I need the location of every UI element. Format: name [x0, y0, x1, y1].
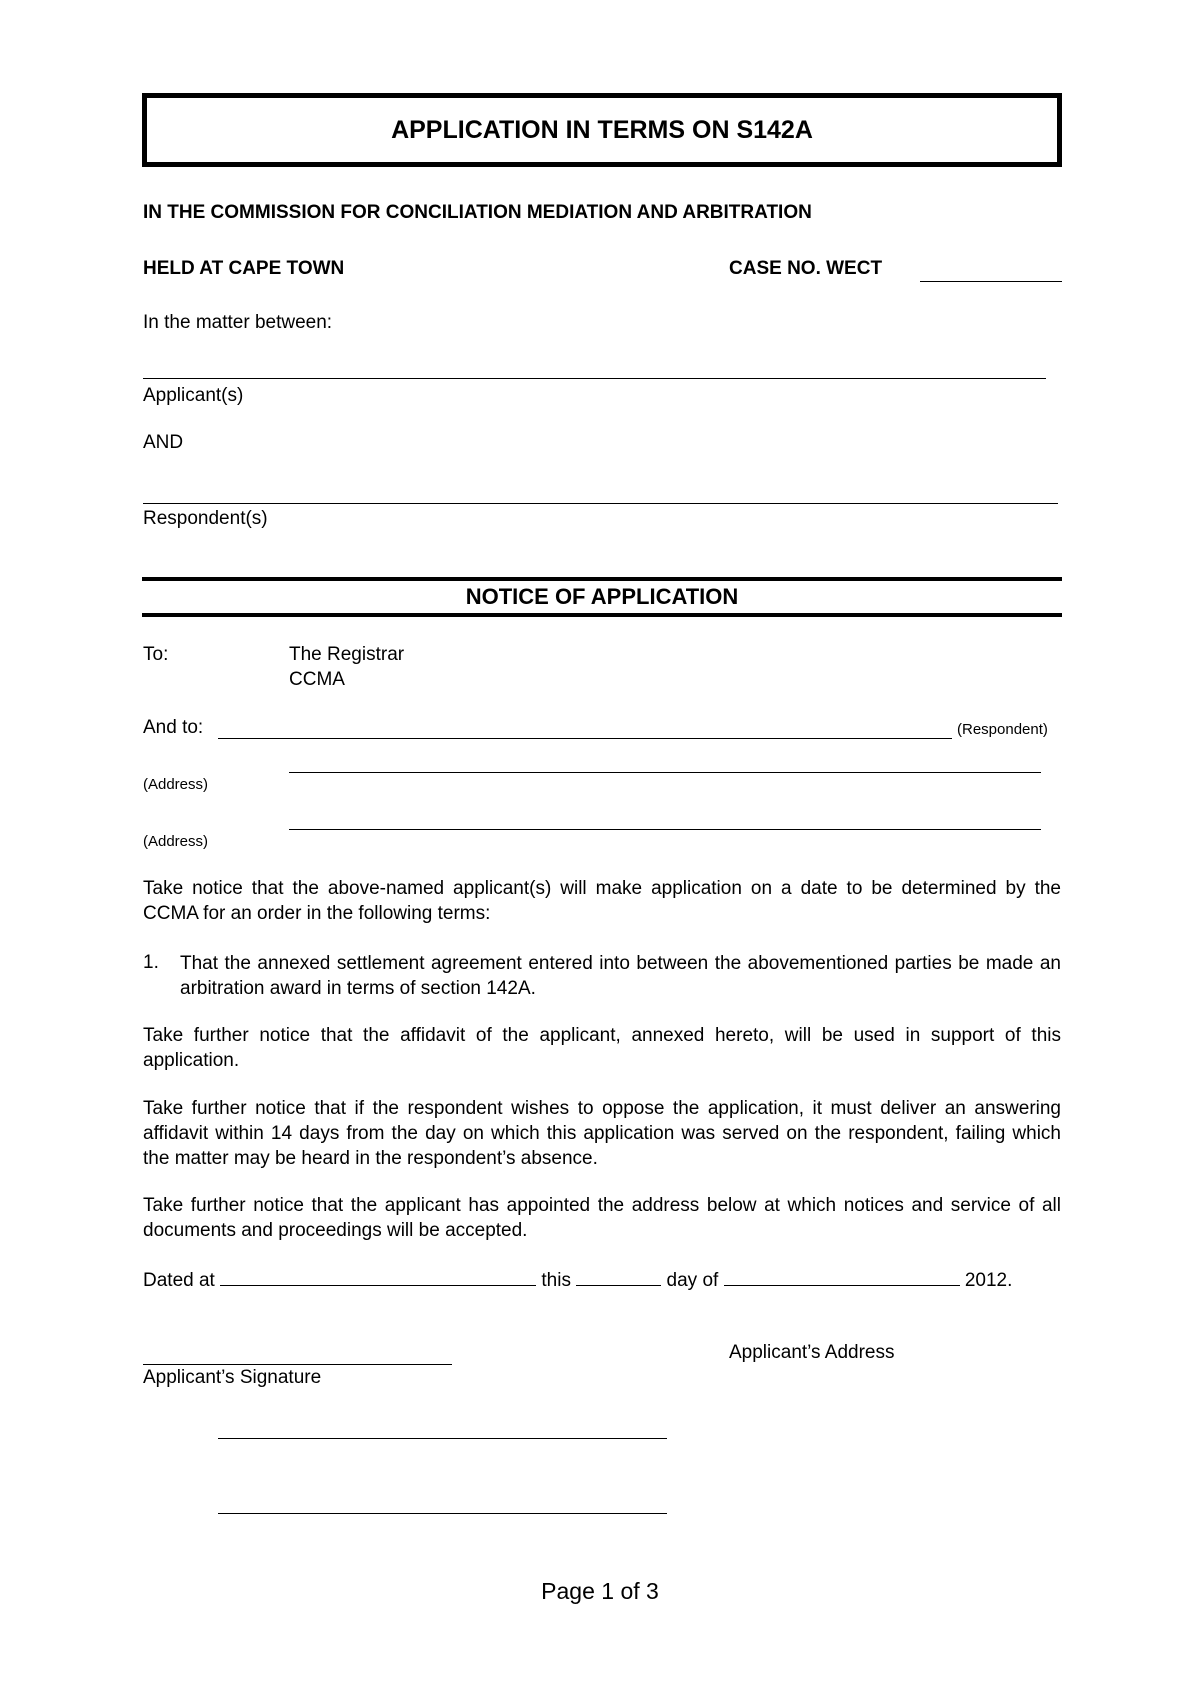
case-number-label: CASE NO. WECT [729, 258, 883, 279]
court-heading: IN THE COMMISSION FOR CONCILIATION MEDIATION AND ARBITRATION [143, 202, 812, 223]
notice-bottom-rule [142, 613, 1062, 617]
and-to-line [218, 738, 952, 739]
applicant-address-label: Applicant’s Address [729, 1342, 895, 1363]
dated-line [143, 1268, 1012, 1293]
notice-title: NOTICE OF APPLICATION [465, 584, 739, 609]
applicant-label: Applicant(s) [143, 385, 244, 406]
dated-place-blank [220, 1268, 536, 1286]
notice-paragraph-1: Take notice that the above-named applicant(s) will make application on a date to be determined by the CCMA for an order in the following terms: [143, 878, 1061, 924]
address-label-2: (Address) [143, 833, 209, 850]
year-label: 2012. [964, 1270, 1013, 1291]
applicant-name-line [143, 378, 1046, 379]
respondent-tag: (Respondent) [957, 721, 1048, 738]
notice-paragraph-4: Take further notice that the applicant has appointed the address below at which notices and service of all documents and proceedings will be accepted. [143, 1195, 1061, 1241]
address-label-1: (Address) [143, 776, 209, 793]
dated-at-label: Dated at [143, 1270, 215, 1291]
document-title-box [142, 93, 1062, 167]
to-ccma: CCMA [289, 669, 345, 690]
notice-paragraph-2: Take further notice that the affidavit of the applicant, annexed hereto, will be used in support of this application. [143, 1025, 1061, 1071]
to-label: To: [143, 644, 169, 665]
held-at-heading: HELD AT CAPE TOWN [143, 258, 345, 279]
address-line-1 [289, 772, 1041, 773]
document-title: APPLICATION IN TERMS ON S142A [391, 115, 813, 144]
item-1-number: 1. [143, 952, 159, 973]
to-registrar: The Registrar [289, 644, 405, 665]
notice-top-rule [142, 577, 1062, 581]
and-to-label: And to: [143, 717, 204, 738]
item-1-text: That the annexed settlement agreement entered into between the abovementioned parties be made an arbitration award in terms of section 142A. [180, 953, 1061, 999]
page-footer: Page 1 of 3 [541, 1578, 659, 1604]
dated-month-blank [724, 1268, 960, 1286]
address-line-2 [289, 829, 1041, 830]
and-label: AND [143, 432, 184, 453]
dated-day-blank [576, 1268, 661, 1286]
applicant-signature-line [143, 1364, 452, 1365]
respondent-label: Respondent(s) [143, 508, 268, 529]
address-signature-line-2 [218, 1513, 667, 1514]
matter-between-text: In the matter between: [143, 312, 333, 333]
respondent-name-line [143, 503, 1058, 504]
applicant-signature-label: Applicant’s Signature [143, 1367, 322, 1388]
this-label: this [541, 1270, 571, 1291]
notice-paragraph-3: Take further notice that if the respondent wishes to oppose the application, it must deliver an answering affidavit within 14 days from the day on which this application was served on the respondent, failing which the matter may be heard in the respondent’s absence. [143, 1098, 1061, 1169]
day-of-label: day of [666, 1270, 719, 1291]
address-signature-line-1 [218, 1438, 667, 1439]
case-number-blank [920, 281, 1062, 282]
